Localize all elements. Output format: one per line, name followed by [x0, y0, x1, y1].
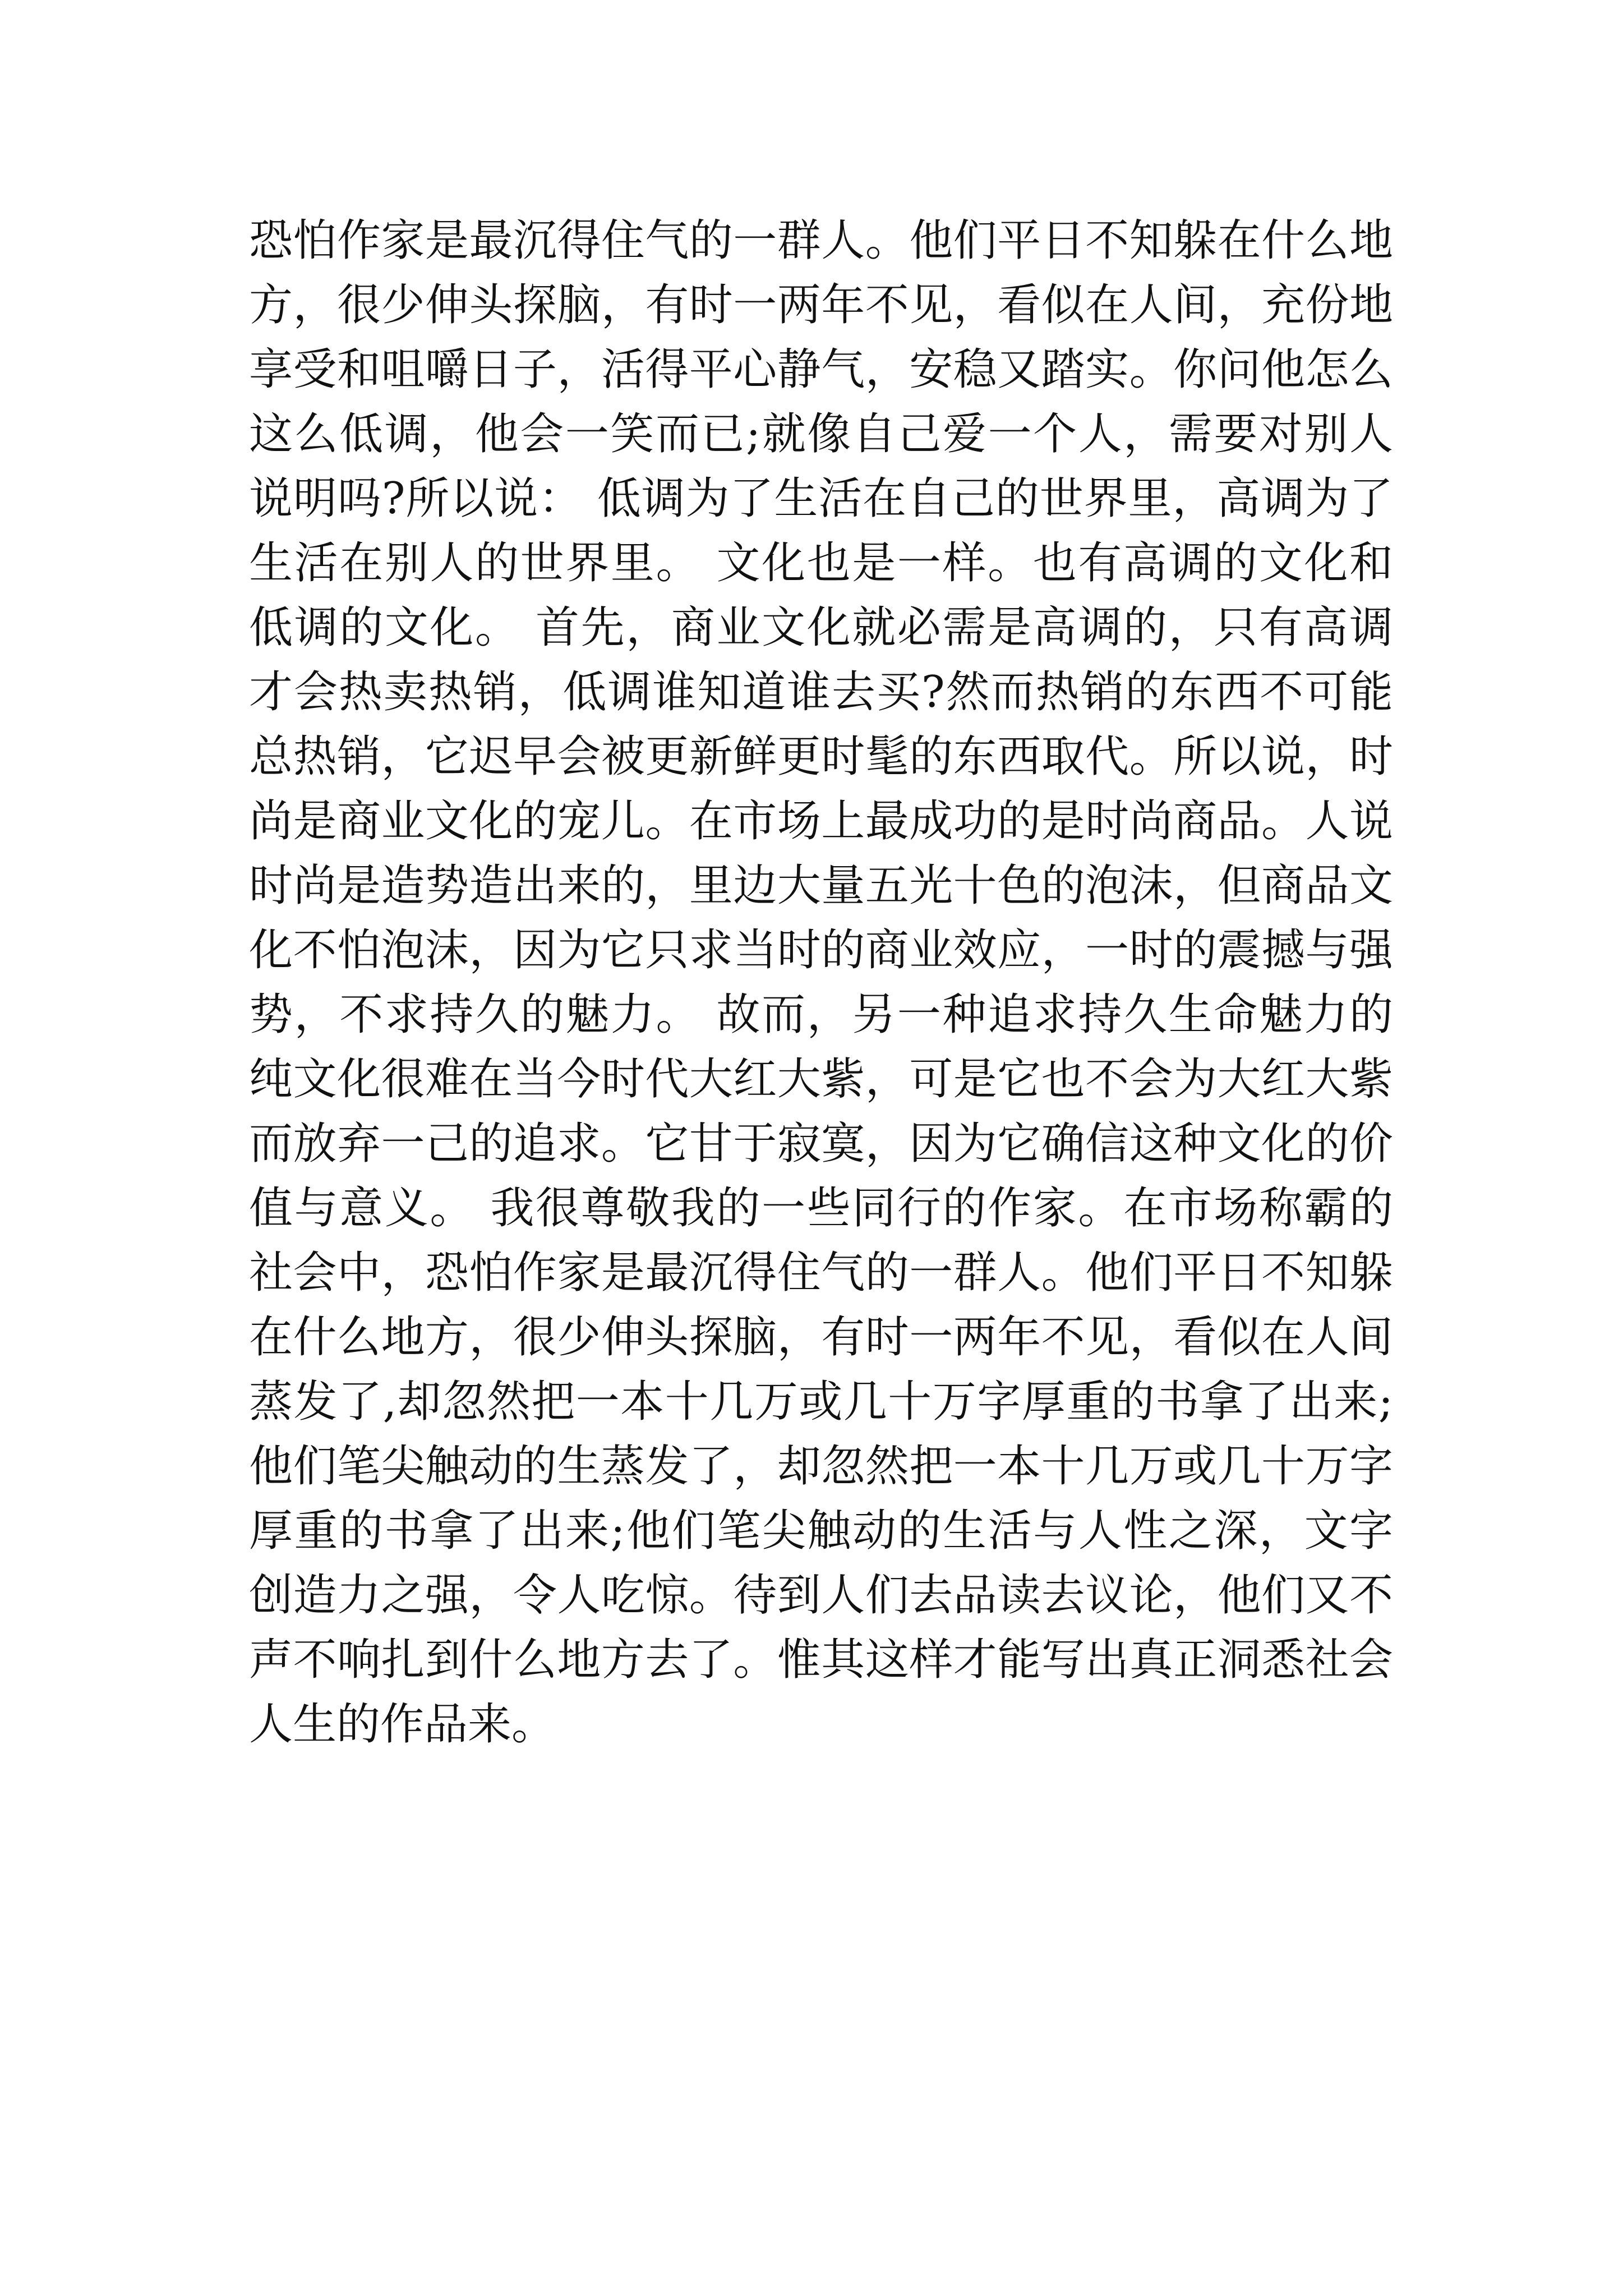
text-line: 方，很少伸头探脑，有时一两年不见，看似在人间，充份地 — [249, 280, 1393, 330]
text-line: 这么低调，他会一笑而已;就像自己爱一个人，需要对别人 — [249, 409, 1393, 459]
text-line: 人生的作品来。 — [249, 1699, 556, 1750]
text-line: 而放弃一己的追求。它甘于寂寞，因为它确信这种文化的价 — [249, 1119, 1393, 1169]
text-line: 厚重的书拿了出来;他们笔尖触动的生活与人性之深，文字 — [249, 1506, 1393, 1556]
text-line: 时尚是造势造出来的，里边大量五光十色的泡沫，但商品文 — [249, 861, 1393, 911]
body-paragraph — [249, 209, 1393, 1757]
text-line: 总热销，它迟早会被更新鲜更时髦的东西取代。所以说，时 — [249, 731, 1393, 782]
text-line: 他们笔尖触动的生蒸发了，却忽然把一本十几万或几十万字 — [249, 1441, 1393, 1492]
text-line: 蒸发了,却忽然把一本十几万或几十万字厚重的书拿了出来; — [249, 1377, 1393, 1427]
text-line: 说明吗?所以说： 低调为了生活在自己的世界里，高调为了 — [249, 473, 1393, 524]
text-line: 值与意义。 我很尊敬我的一些同行的作家。在市场称霸的 — [249, 1183, 1393, 1234]
text-line: 尚是商业文化的宠儿。在市场上最成功的是时尚商品。人说 — [249, 796, 1393, 846]
text-line: 生活在别人的世界里。 文化也是一样。也有高调的文化和 — [249, 538, 1393, 588]
text-line: 低调的文化。 首先，商业文化就必需是高调的，只有高调 — [249, 602, 1393, 653]
text-line: 纯文化很难在当今时代大红大紫，可是它也不会为大红大紫 — [249, 1054, 1393, 1105]
text-line: 创造力之强，令人吃惊。待到人们去品读去议论，他们又不 — [249, 1570, 1393, 1621]
text-line: 享受和咀嚼日子，活得平心静气，安稳又踏实。你问他怎么 — [249, 344, 1393, 395]
text-line: 声不响扎到什么地方去了。惟其这样才能写出真正洞悉社会 — [249, 1635, 1393, 1685]
text-line: 恐怕作家是最沉得住气的一群人。他们平日不知躲在什么地 — [249, 215, 1393, 266]
text-line: 在什么地方，很少伸头探脑，有时一两年不见，看似在人间 — [249, 1312, 1393, 1363]
text-line: 势，不求持久的魅力。 故而，另一种追求持久生命魅力的 — [249, 990, 1393, 1040]
text-line: 化不怕泡沫，因为它只求当时的商业效应，一时的震撼与强 — [249, 925, 1393, 976]
text-line: 才会热卖热销，低调谁知道谁去买?然而热销的东西不可能 — [249, 667, 1393, 717]
text-line: 社会中，恐怕作家是最沉得住气的一群人。他们平日不知躲 — [249, 1248, 1393, 1298]
